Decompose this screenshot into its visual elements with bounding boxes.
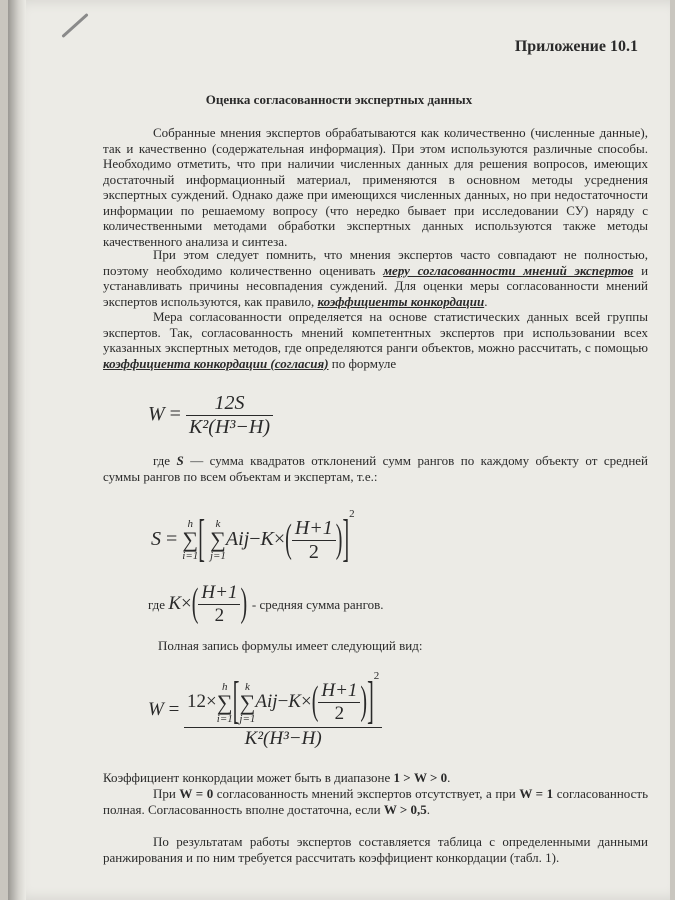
page-edge-shadow xyxy=(8,0,26,900)
page-title: Оценка согласованности экспертных данных xyxy=(205,92,473,107)
w-threshold: W > 0,5 xyxy=(383,801,427,817)
w-one: W = 1 xyxy=(519,786,554,801)
inner-sum-lower: j=1 xyxy=(209,550,226,563)
range-text: Коэффициент конкордации может быть в диапазоне xyxy=(103,770,391,785)
full-outer-sum xyxy=(217,681,233,725)
full-minus: − xyxy=(277,691,289,712)
final-paragraph xyxy=(103,834,648,865)
fraction-denominator: 2 xyxy=(308,540,319,563)
term-concordance-coefficients: коэффициенты конкордации xyxy=(317,293,485,309)
formula-s-inner-sum xyxy=(210,518,226,562)
full-aij: Aij xyxy=(255,691,278,712)
avg-fraction xyxy=(198,582,240,627)
full-bracket-right: ] xyxy=(367,672,374,730)
formula-w-symbol: W xyxy=(148,403,165,426)
avg-paren-right: ) xyxy=(240,581,248,626)
full-paren-right: ) xyxy=(360,679,368,724)
full-sum-lower: i=1 xyxy=(216,712,233,725)
s-def-text: — сумма квадратов отклонений сумм рангов по каждому объекту от средней суммы рангов по всем объектам и экспертам, т.е.: xyxy=(103,453,649,484)
avg-fraction-numerator: H+1 xyxy=(198,582,240,605)
full-sum-symbol: ∑ xyxy=(216,689,233,715)
formula-s-outer-sum xyxy=(182,518,198,562)
full-bracket-left: [ xyxy=(232,672,240,730)
num-12: 12 xyxy=(187,691,207,712)
avg-where: где xyxy=(148,596,166,612)
formula-full-numerator xyxy=(184,670,382,728)
paragraph-3-end: по формуле xyxy=(331,355,397,371)
paren-left: ( xyxy=(285,517,292,562)
formula-full-denominator: K²(H³−H) xyxy=(244,728,322,750)
sum-symbol: ∑ xyxy=(182,527,199,553)
term-agreement-measure: меру согласованности мнений экспертов xyxy=(383,262,634,278)
formula-s xyxy=(151,508,355,568)
avg-formula xyxy=(168,581,252,626)
appendix-label: Приложение 10.1 xyxy=(514,38,638,55)
w-interpretation xyxy=(103,786,648,817)
formula-w-fraction xyxy=(186,392,273,439)
sum-lower: i=1 xyxy=(182,550,199,563)
formula-equals: = xyxy=(169,403,181,426)
range-end: . xyxy=(447,770,451,785)
formula-square: 2 xyxy=(349,508,355,520)
full-h-fraction xyxy=(318,680,360,725)
s-def-where: где xyxy=(153,453,171,468)
formula-w-denominator: K²(H³−H) xyxy=(188,416,270,438)
inner-sum-upper: k xyxy=(215,518,221,531)
full-times: × xyxy=(300,691,312,712)
formula-full-equals: = xyxy=(168,699,180,721)
paren-right: ) xyxy=(335,517,343,562)
formula-minus: − xyxy=(249,528,261,550)
full-paren-left: ( xyxy=(311,679,319,724)
fraction-numerator: H+1 xyxy=(292,517,336,541)
formula-full xyxy=(148,670,382,750)
full-inner-lower: j=1 xyxy=(239,712,256,725)
range-value: 1 > W > 0 xyxy=(393,770,448,785)
document-page xyxy=(8,0,670,900)
term-concordance-coefficient: коэффициента конкордации (согласия) xyxy=(103,355,329,371)
paragraph-1 xyxy=(103,125,648,249)
range-line xyxy=(103,770,648,786)
formula-full-fraction xyxy=(184,670,382,750)
staple-mark xyxy=(61,13,88,38)
formula-full-w: W xyxy=(148,699,164,721)
full-inner-sum xyxy=(239,681,255,725)
formula-h-fraction xyxy=(292,517,336,564)
sum-upper: h xyxy=(187,518,194,531)
w-end: . xyxy=(426,801,431,817)
formula-w-numerator: 12S xyxy=(186,392,273,416)
formula-aij: Aij xyxy=(225,528,250,550)
avg-rank-line xyxy=(148,582,384,627)
paragraph-2 xyxy=(103,247,648,309)
avg-fraction-denominator: 2 xyxy=(214,605,225,626)
avg-text: - средняя сумма рангов. xyxy=(251,596,384,612)
formula-k: K xyxy=(260,528,274,550)
full-inner-symbol: ∑ xyxy=(239,689,256,715)
paragraph-1-text: Собранные мнения экспертов обрабатываются как количественно (численные данные), так и качественно (содержательная информация). При этом используются различные способы. Необходимо отметить, что при наличии численных данных для решения вопросов, имеющих достаточный информационный материал, применяются в основном методы усреднения экспертных суждений. Однако даже при имеющихся численных данных, но при недостаточности информации по решаемому вопросу (что нередко бывает при исследовании СУ) наряду с количественными методами обработки экспертных данных используются также методы качественного анализа и синтеза. xyxy=(103,125,648,249)
bracket-left: [ xyxy=(198,510,205,568)
full-formula-label: Полная запись формулы имеет следующий вид: xyxy=(158,638,423,653)
w-zero: W = 0 xyxy=(179,786,214,801)
formula-w xyxy=(148,392,273,439)
avg-paren-left: ( xyxy=(191,581,199,626)
s-def-symbol: S xyxy=(176,453,184,468)
inner-sum-symbol: ∑ xyxy=(210,527,226,553)
final-paragraph-text: По результатам работы экспертов составляется таблица с определенными данными ранжирования и по ним требуется рассчитать коэффициент конкордации (табл. 1). xyxy=(103,834,648,865)
w-when: При xyxy=(153,786,176,801)
s-definition xyxy=(103,453,648,484)
full-k: K xyxy=(288,691,301,712)
full-square: 2 xyxy=(373,670,380,682)
formula-s-equals: = xyxy=(166,528,178,550)
full-sum-upper: h xyxy=(222,680,228,693)
bracket-right: ] xyxy=(342,510,350,568)
paragraph-2-text: При этом следует помнить, что мнения экспертов часто совпадают не полностью, поэтому необходимо количественно оценивать xyxy=(103,247,648,278)
full-h-denominator: 2 xyxy=(334,703,345,725)
avg-times: × xyxy=(181,592,192,614)
formula-times: × xyxy=(273,528,286,550)
full-inner-upper: k xyxy=(244,680,250,693)
w-zero-text: согласованность мнений экспертов отсутствует, а при xyxy=(216,786,516,801)
paragraph-3 xyxy=(103,309,648,371)
paragraph-2-text-cont: и устанавливать причины несовпадения суждений. Для оценки меры согласованности мнений экспертов используются, как правило, xyxy=(103,262,649,309)
num-times: × xyxy=(206,691,217,712)
full-h-numerator: H+1 xyxy=(318,680,360,703)
paragraph-2-end: . xyxy=(484,293,488,309)
formula-s-symbol: S xyxy=(151,528,161,550)
avg-k: K xyxy=(168,592,182,614)
w-one-text: согласованность полная. Согласованность вполне достаточна, если xyxy=(103,786,649,817)
paragraph-3-text: Мера согласованности определяется на основе статистических данных всей группы экспертов. Так, согласованность мнений компетентных экспертов при использовании всех указанных экспертных методов, где определяются ранги объектов, можно рассчитать, с помощью xyxy=(103,309,648,355)
